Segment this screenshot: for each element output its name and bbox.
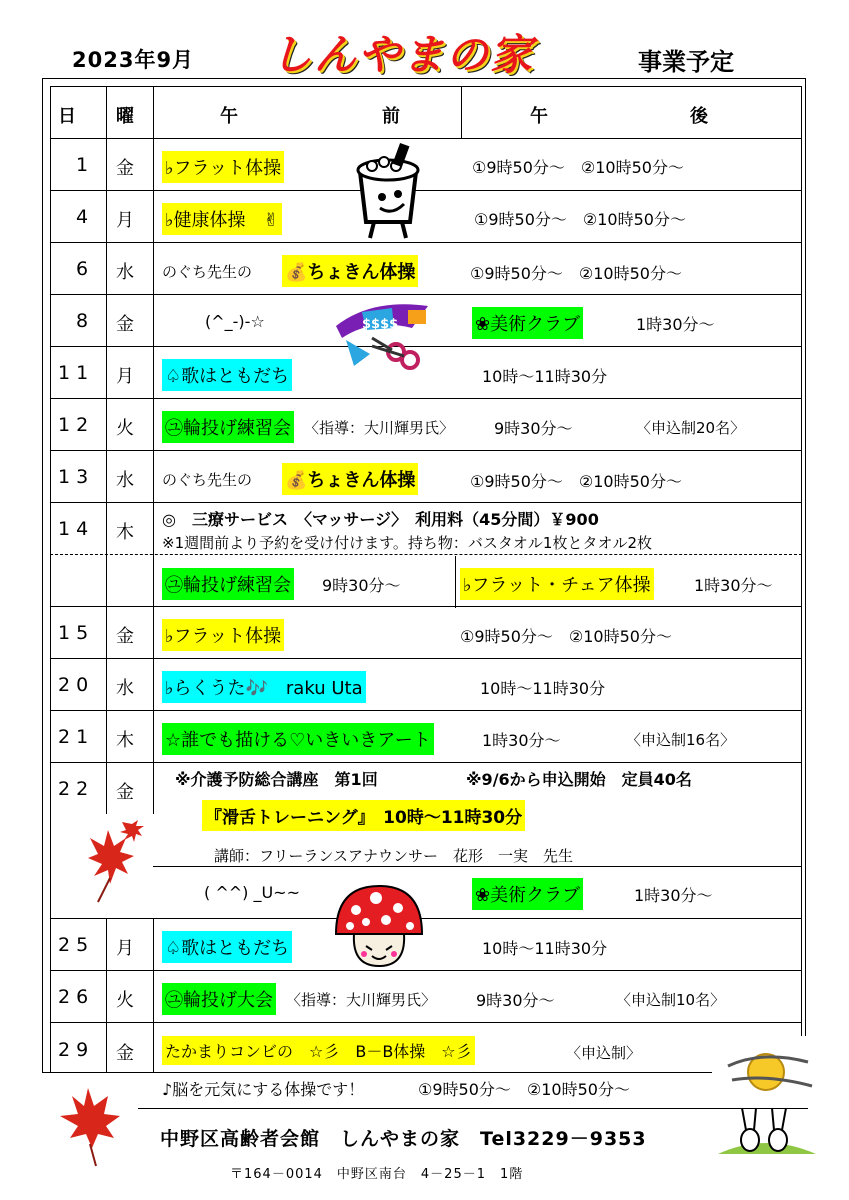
weekday: 金 (116, 314, 134, 335)
lecture-title: ※介護予防総合講座 第1回 (175, 770, 378, 789)
mushroom-mascot-illustration (330, 880, 428, 970)
header-subtitle: 事業予定 (638, 48, 734, 76)
col-pm-header-1: 午 (530, 106, 548, 127)
grid-line (455, 556, 456, 608)
activity-time: 9時30分～ (476, 991, 555, 1010)
moon-rabbits-illustration (712, 1036, 822, 1166)
day-number: 11 (58, 362, 95, 384)
activity-prefix: のぐち先生の (162, 263, 253, 281)
activity-time: 9時30分～ (322, 576, 401, 595)
weekday: 水 (116, 470, 134, 491)
day-number: 20 (58, 674, 95, 696)
grid-line (461, 86, 462, 138)
activity-prefix: のぐち先生の (162, 471, 253, 489)
lecture-topic: 『滑舌トレーニング』 10時～11時30分 (202, 800, 525, 831)
footer-contact: 中野区高齢者会館 しんやまの家 Tel3229－9353 (160, 1128, 647, 1150)
activity-time: 9時30分～ (494, 419, 573, 438)
activity-extra: 〈申込制10名〉 (616, 991, 726, 1009)
col-day-header: 日 (58, 106, 76, 127)
activity-label: ♭らくうた🎶 raku Uta (162, 671, 366, 703)
activity-extra: 〈申込制〉 (566, 1044, 642, 1062)
grid-line (153, 866, 802, 867)
header-date: 2023年9月 (72, 48, 195, 72)
activity-label: たかまりコンビの ☆彡 B－B体操 ☆彡 (162, 1036, 475, 1065)
weekday: 金 (116, 782, 134, 803)
weekday: 金 (116, 626, 134, 647)
grid-line (801, 86, 802, 1073)
page-title: しんやまの家 (270, 30, 535, 79)
weekday: 月 (116, 938, 134, 959)
grid-line (50, 554, 802, 555)
activity-label: ♭フラット体操 (162, 151, 284, 183)
activity-time: 1時30分～ (636, 315, 715, 334)
activity-time: ①9時50分～ ②10時50分～ (472, 158, 684, 177)
grid-line (50, 502, 802, 503)
grid-line (50, 138, 802, 139)
activity-time: 10時～11時30分 (482, 939, 608, 958)
col-am-header-1: 午 (220, 106, 238, 127)
grid-line (50, 1022, 802, 1023)
grid-line (50, 190, 802, 191)
weekday: 火 (116, 990, 134, 1011)
grid-line (50, 86, 51, 1073)
footer-separator (138, 1108, 808, 1109)
day-number: 12 (58, 414, 95, 436)
col-weekday-header: 曜 (116, 106, 134, 127)
money-label: $$$$ (362, 317, 399, 332)
day-number: 4 (76, 206, 95, 228)
activity-time: ①9時50分～ ②10時50分～ (474, 210, 686, 229)
activity-label: ㋴輪投げ大会 (162, 983, 276, 1015)
cup-mascot-illustration (352, 142, 424, 242)
day-number: 22 (58, 778, 95, 800)
day-number: 15 (58, 622, 95, 644)
activity-prefix: (^_-)-☆ (205, 312, 265, 331)
col-pm-header-2: 後 (690, 106, 708, 127)
lecture-signup: ※9/6から申込開始 定員40名 (466, 770, 692, 789)
activity-time: ①9時50分～ ②10時50分～ (460, 627, 672, 646)
day-number: 1 (76, 154, 95, 176)
day-number: 6 (76, 258, 95, 280)
activity-time-pm: 1時30分～ (694, 576, 773, 595)
grid-line (106, 918, 107, 1073)
weekday: 火 (116, 418, 134, 439)
weekday: 金 (116, 158, 134, 179)
activity-label-pm: ♭フラット・チェア体操 (460, 568, 654, 600)
weekday: 月 (116, 210, 134, 231)
activity-time: ①9時50分～ ②10時50分～ (418, 1080, 630, 1099)
activity-note: 〈指導：大川輝男氏〉 (304, 419, 455, 437)
activity-time: 10時～11時30分 (480, 679, 606, 698)
activity-label: ❀美術クラブ (472, 878, 583, 910)
day-number: 21 (58, 726, 95, 748)
day-number: 8 (76, 310, 95, 332)
grid-line (50, 398, 802, 399)
activity-label: ♤歌はともだち (162, 359, 292, 391)
activity-prefix: ( ^^) _U~~ (204, 883, 300, 902)
grid-line (50, 658, 802, 659)
activity-label: ♭健康体操 ✌ (162, 203, 282, 235)
activity-label: ♭フラット体操 (162, 619, 284, 651)
weekday: 金 (116, 1043, 134, 1064)
activity-note: ♪脳を元気にする体操です！ (162, 1080, 365, 1099)
money-scissors-illustration (332, 298, 432, 370)
grid-line (50, 762, 802, 763)
activity-extra: 〈申込制16名〉 (626, 731, 736, 749)
activity-label: ㋴輪投げ練習会 (162, 568, 294, 600)
grid-line (50, 970, 802, 971)
activity-time: ①9時50分～ ②10時50分～ (470, 264, 682, 283)
footer-address: 〒164－0014 中野区南台 4－25－1 1階 (230, 1167, 524, 1182)
activity-time: ①9時50分～ ②10時50分～ (470, 472, 682, 491)
day-number: 13 (58, 466, 95, 488)
grid-line (50, 294, 802, 295)
day-number: 14 (58, 518, 95, 540)
weekday: 水 (116, 678, 134, 699)
service-line: ◎ 三療サービス 〈マッサージ〉 利用料（45分間）￥900 (162, 510, 599, 529)
grid-line (50, 606, 802, 607)
activity-extra: 〈申込制20名〉 (636, 419, 746, 437)
maple-leaves-illustration (68, 818, 150, 908)
grid-line (153, 918, 154, 1073)
weekday: 水 (116, 262, 134, 283)
activity-label: ♤歌はともだち (162, 931, 292, 963)
activity-label: 💰ちょきん体操 (282, 463, 418, 495)
grid-line (50, 710, 802, 711)
activity-time: 10時～11時30分 (482, 367, 608, 386)
activity-time: 1時30分～ (482, 731, 561, 750)
activity-label: 💰ちょきん体操 (282, 255, 418, 287)
day-number: 26 (58, 986, 95, 1008)
lecture-instructor: 講師：フリーランスアナウンサー 花形 一実 先生 (214, 847, 573, 865)
day-number: 25 (58, 934, 95, 956)
activity-time: 1時30分～ (634, 886, 713, 905)
activity-label: ☆誰でも描ける♡いきいきアート (162, 723, 434, 755)
grid-line (50, 86, 802, 87)
service-note: ※1週間前より予約を受け付けます。持ち物：バスタオル1枚とタオル2枚 (162, 534, 653, 552)
activity-note: 〈指導：大川輝男氏〉 (286, 991, 437, 1009)
grid-line (50, 242, 802, 243)
day-number: 29 (58, 1039, 95, 1061)
activity-label: ❀美術クラブ (472, 307, 583, 339)
weekday: 月 (116, 366, 134, 387)
activity-label: ㋴輪投げ練習会 (162, 411, 294, 443)
maple-leaf-illustration (54, 1084, 124, 1168)
col-am-header-2: 前 (382, 106, 400, 127)
weekday: 木 (116, 522, 134, 543)
grid-line (50, 450, 802, 451)
weekday: 木 (116, 730, 134, 751)
